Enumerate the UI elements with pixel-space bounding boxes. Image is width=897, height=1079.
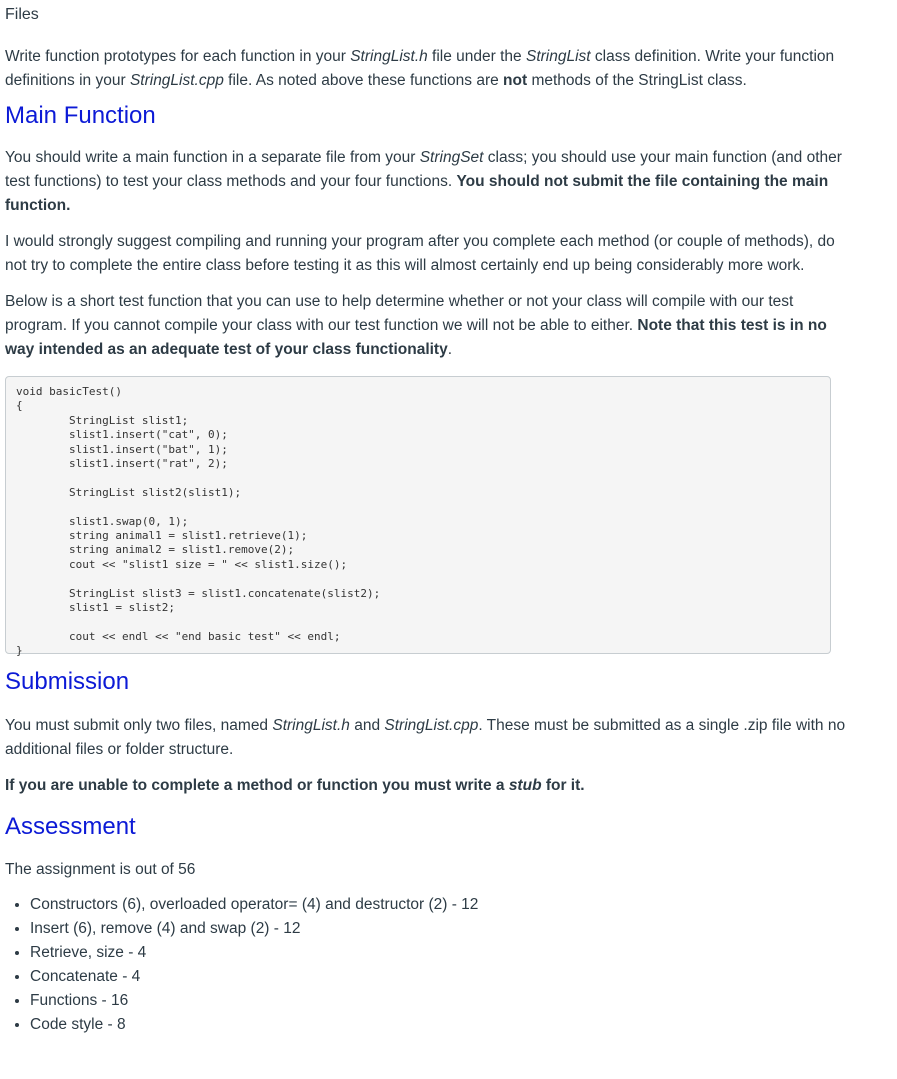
main-function-heading: Main Function: [5, 102, 156, 129]
code-block[interactable]: [5, 376, 831, 658]
stringlist-h-filename: StringList.h: [350, 48, 428, 65]
list-item: • Concatenate - 4: [30, 965, 847, 989]
assessment-list: [5, 893, 847, 1037]
list-item: • Retrieve, size - 4: [30, 941, 847, 965]
test-disclaimer: Note that this test is in no way intended as an adequate test of your class functionality: [5, 317, 827, 358]
stringlist-cpp-filename: StringList.cpp: [129, 72, 224, 89]
submit-cpp-filename: StringList.cpp: [384, 717, 479, 734]
files-heading: Files: [5, 6, 39, 23]
do-not-submit-main-note: You should not submit the file containing the main function.: [5, 173, 829, 214]
submission-paragraph-1: You must submit only two files, named StringList.h and StringList.cpp. These must be submitted as a single .zip file with no additional files or folder structure.: [5, 717, 846, 758]
assessment-intro: The assignment is out of 56: [5, 861, 196, 878]
basic-test-code: void basicTest() { StringList slist1; slist1.insert("cat", 0); slist1.insert("bat", 1); slist1.insert("rat", 2); StringList slist2(slist1); slist1.swap(0, 1); string animal1 = slist1.retrieve(1); string animal2 = slist1.remove(2); cout << "slist1 size = " << slist1.size(); StringList slist3 = slist1.concatenate(slist2); slist1 = slist2; cout << endl << "end basic test" << endl; }: [16, 385, 381, 658]
submission-paragraph-2: If you are unable to complete a method or function you must write a stub for it.: [5, 777, 585, 794]
stub-emphasis: stub: [508, 777, 542, 794]
main-function-paragraph-1: You should write a main function in a separate file from your StringSet class; you should use your main function (and other test functions) to test your class methods and your four functions. You should not submit the file containing the main function.: [5, 149, 842, 214]
assessment-heading: Assessment: [5, 813, 136, 840]
submit-h-filename: StringList.h: [272, 717, 350, 734]
not-emphasis: not: [503, 72, 528, 89]
list-item: • Functions - 16: [30, 989, 847, 1013]
main-function-paragraph-3: Below is a short test function that you can use to help determine whether or not your class will compile with our test program. If you cannot compile your class with our test function we will not be able to either. Note that this test is in no way intended as an adequate test of your class functionality.: [5, 293, 827, 358]
submission-heading: Submission: [5, 668, 130, 695]
list-item: • Insert (6), remove (4) and swap (2) - 12: [30, 917, 847, 941]
stringset-class-name: StringSet: [419, 149, 484, 166]
list-item: • Constructors (6), overloaded operator= (4) and destructor (2) - 12: [30, 893, 847, 917]
files-paragraph: Write function prototypes for each function in your StringList.h file under the StringList class definition. Write your function definitions in your StringList.cpp file. As noted above these functions are not methods of the StringList class.: [5, 48, 835, 89]
stringlist-class-name: StringList: [525, 48, 591, 65]
main-function-paragraph-2: I would strongly suggest compiling and running your program after you complete each method (or couple of methods), do not try to complete the entire class before testing it as this will almost certainly end up being considerably more work.: [5, 233, 835, 274]
list-item: • Code style - 8: [30, 1013, 847, 1037]
